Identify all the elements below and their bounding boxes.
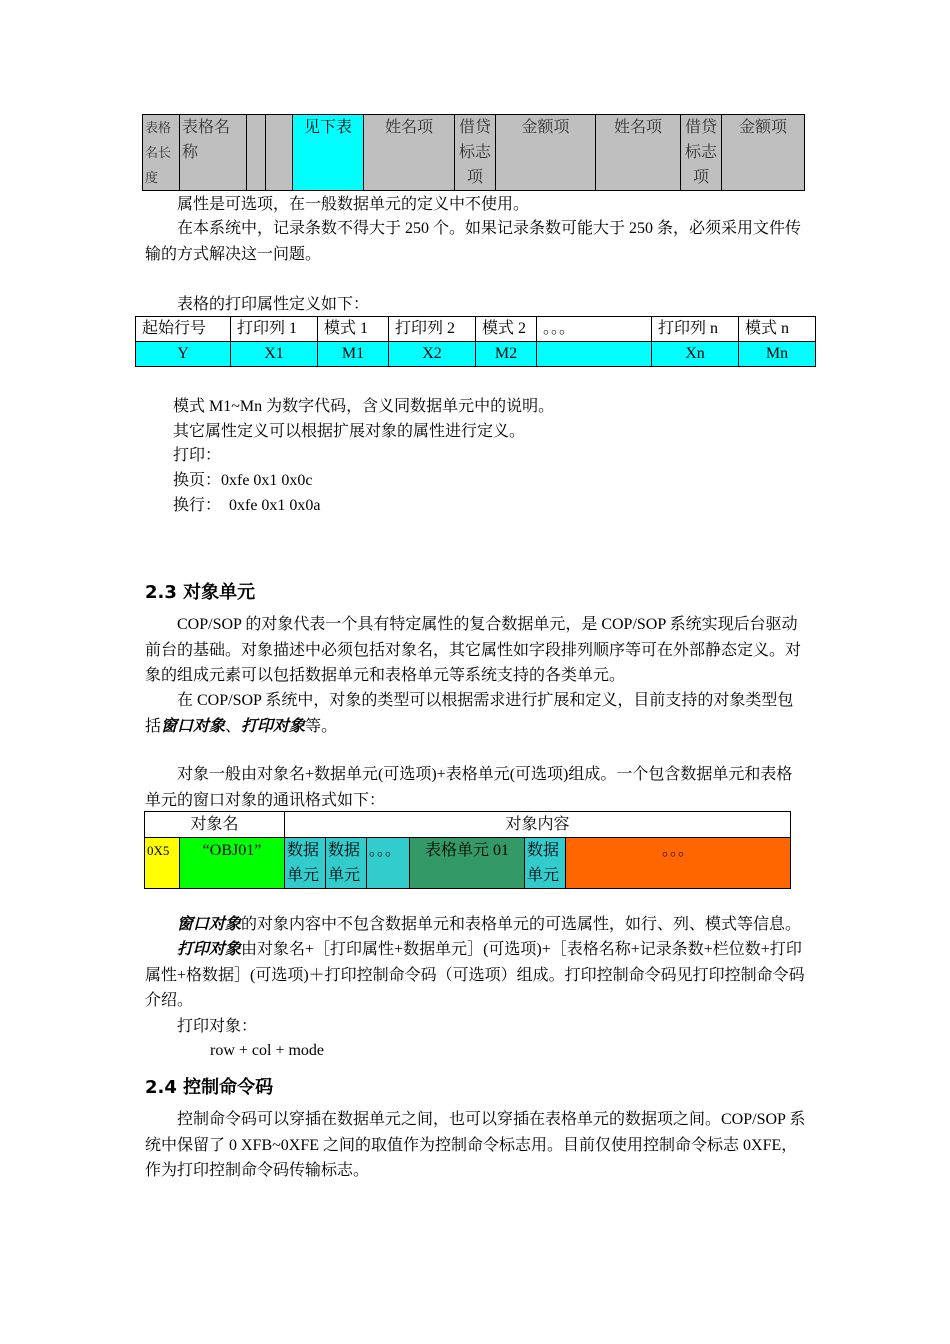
paragraph bbox=[145, 912, 807, 938]
paragraph: 在本系统中，记录条数不得大于 250 个。如果记录条数可能大于 250 条，必须采用文件传输的方式解决这一问题。 bbox=[145, 220, 802, 263]
paragraph bbox=[145, 688, 807, 739]
table-header-cell: 模式 1 bbox=[318, 317, 389, 342]
table-header-cell: 打印列 2 bbox=[389, 317, 476, 342]
table-cell: 见下表 bbox=[293, 115, 364, 191]
text-line: 打印： bbox=[173, 447, 222, 464]
paragraph: COP/SOP 的对象代表一个具有特定属性的复合数据单元，是 COP/SOP 系统实现后台驱动前台的基础。对象描述中必须包括对象名，其它属性如字段排列顺序等可在外部静态定义。对象的组成元素可以包括数据单元和表格单元等系统支持的各类单元。 bbox=[145, 616, 802, 684]
table-cell: Mn bbox=[739, 342, 816, 367]
emphasis: 窗口对象 bbox=[177, 916, 242, 933]
text-line: 模式 M1~Mn 为数字代码，含义同数据单元中的说明。 bbox=[173, 398, 555, 415]
emphasis: 打印对象 bbox=[241, 717, 306, 735]
print-attribute-table bbox=[135, 316, 816, 367]
table-cell: 姓名项 bbox=[364, 115, 455, 191]
table-cell: M2 bbox=[476, 342, 537, 367]
table-cell: 借贷标志项 bbox=[455, 115, 496, 191]
table-cell: Y bbox=[136, 342, 231, 367]
table-cell: “OBJ01” bbox=[180, 838, 285, 889]
text-line: 换行： 0xfe 0x1 0x0a bbox=[173, 497, 321, 514]
table-cell: 。。。 bbox=[367, 838, 410, 889]
table-cell: 金额项 bbox=[722, 115, 805, 191]
table-cell: 表格单元 01 bbox=[410, 838, 525, 889]
code-line: row + col + mode bbox=[210, 1042, 325, 1059]
table-cell bbox=[537, 342, 652, 367]
table-cell bbox=[247, 115, 266, 191]
table-header-cell: 。。。 bbox=[537, 317, 652, 342]
text: 在 COP/SOP 系统中，对象的类型可以根据需求进行扩展和定义，目前支持的对象类型包括 bbox=[145, 692, 794, 735]
table-header-cell: 打印列 1 bbox=[231, 317, 318, 342]
table-header-cell: 模式 2 bbox=[476, 317, 537, 342]
text: 、 bbox=[225, 717, 242, 735]
table-cell bbox=[266, 115, 293, 191]
emphasis: 打印对象 bbox=[177, 941, 242, 958]
table-cell: 表格名长度 bbox=[143, 115, 180, 191]
text: 等。 bbox=[305, 717, 338, 735]
table-cell: 表格名称 bbox=[180, 115, 247, 191]
paragraph: 控制命令码可以穿插在数据单元之间，也可以穿插在表格单元的数据项之间。COP/SOP 系统中保留了 0 XFB~0XFE 之间的取值作为控制命令标志用。目前仅使用控制命令标志 0XFE，作为打印控制命令码传输标志。 bbox=[145, 1111, 806, 1179]
object-format-table bbox=[144, 811, 791, 889]
text-line: 其它属性定义可以根据扩展对象的属性进行定义。 bbox=[173, 423, 526, 440]
text-line: 打印对象： bbox=[177, 1018, 258, 1035]
table-cell: 姓名项 bbox=[596, 115, 681, 191]
text-line: 换页：0xfe 0x1 0x0c bbox=[173, 472, 313, 489]
section-heading: 2.4 控制命令码 bbox=[145, 1077, 274, 1098]
table-cell: X1 bbox=[231, 342, 318, 367]
text: 的对象内容中不包含数据单元和表格单元的可选属性，如行、列、模式等信息。 bbox=[241, 916, 802, 933]
table-header-cell: 起始行号 bbox=[136, 317, 231, 342]
table-cell: 借贷标志项 bbox=[681, 115, 722, 191]
section-heading: 2.3 对象单元 bbox=[145, 582, 256, 603]
table-cell: X2 bbox=[389, 342, 476, 367]
paragraph: 属性是可选项，在一般数据单元的定义中不使用。 bbox=[177, 196, 530, 213]
table-cell: 数据单元 bbox=[285, 838, 326, 889]
table-header-cell: 对象内容 bbox=[285, 812, 791, 838]
table-cell: M1 bbox=[318, 342, 389, 367]
table-cell: Xn bbox=[652, 342, 739, 367]
table-cell: 数据单元 bbox=[525, 838, 566, 889]
table-header-cell: 模式 n bbox=[739, 317, 816, 342]
paragraph: 对象一般由对象名+数据单元(可选项)+表格单元(可选项)组成。一个包含数据单元和表格单元的窗口对象的通讯格式如下： bbox=[145, 766, 793, 809]
text: 由对象名+［打印属性+数据单元］(可选项)+［表格名称+记录条数+栏位数+打印属性+格数据］(可选项)＋打印控制命令码（可选项）组成。打印控制命令码见打印控制命令码介绍。 bbox=[145, 941, 805, 1009]
table-cell: 0X5 bbox=[145, 838, 180, 889]
table-cell: 。。。 bbox=[566, 838, 791, 889]
emphasis: 窗口对象 bbox=[161, 717, 226, 735]
table-cell: 数据单元 bbox=[326, 838, 367, 889]
table-cell: 金额项 bbox=[496, 115, 596, 191]
paragraph bbox=[145, 937, 807, 1014]
table-header-cell: 打印列 n bbox=[652, 317, 739, 342]
attribute-table bbox=[142, 114, 805, 191]
paragraph: 表格的打印属性定义如下： bbox=[177, 296, 370, 313]
table-header-cell: 对象名 bbox=[145, 812, 285, 838]
